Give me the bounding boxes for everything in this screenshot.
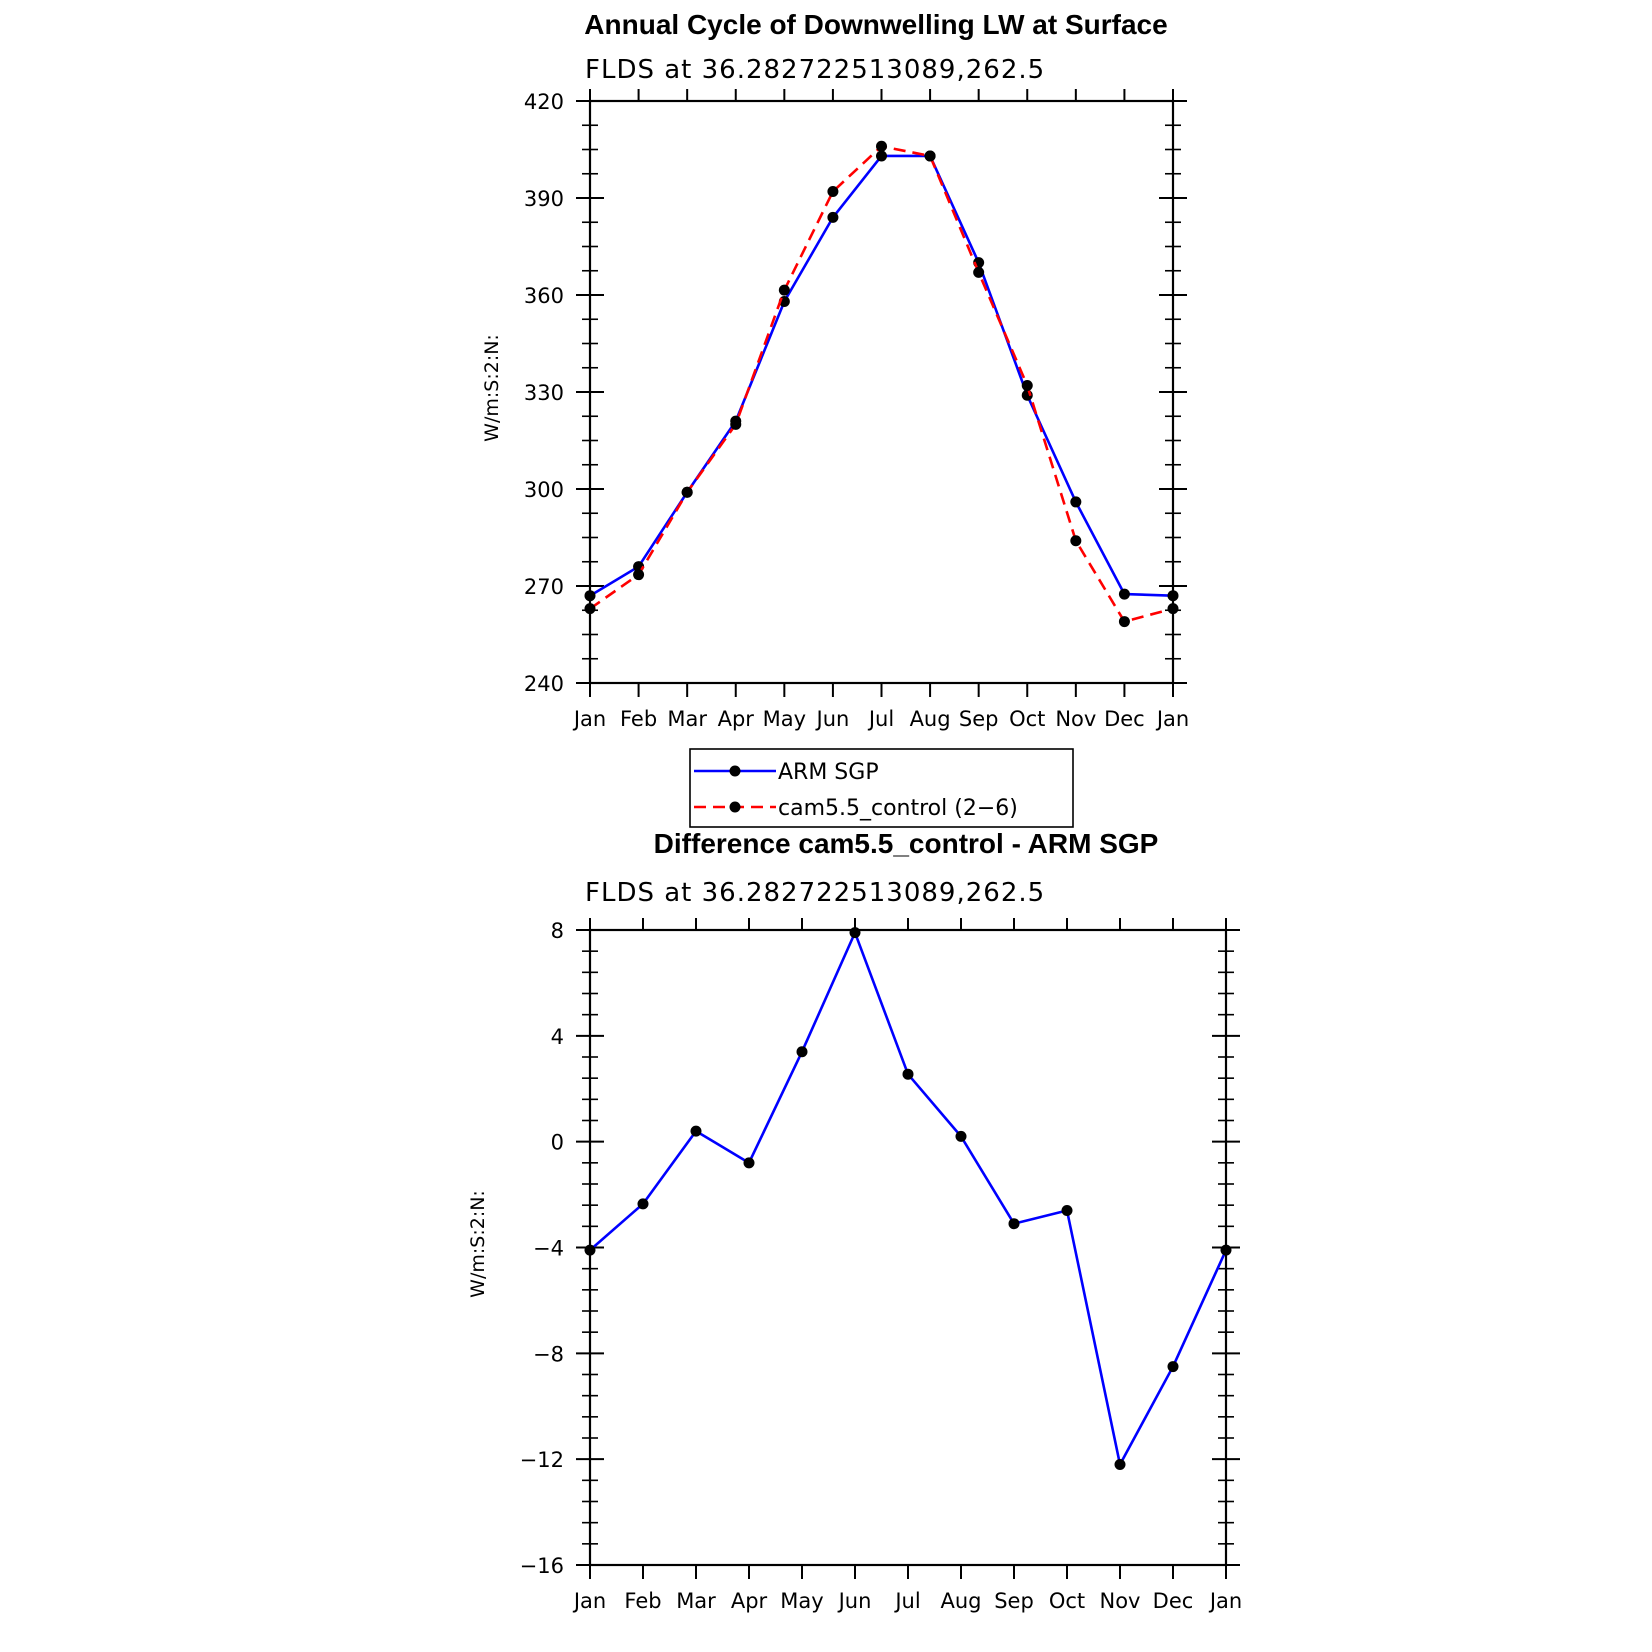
data-point [585,603,596,614]
y-axis-label: W/m:S:2:N: [467,1190,489,1298]
chart-title: Difference cam5.5_control - ARM SGP [653,828,1159,859]
x-tick-label: Jul [895,1589,921,1613]
data-point [956,1131,967,1142]
chart-subtitle: FLDS at 36.282722513089,262.5 [585,55,1046,85]
data-point [682,487,693,498]
chart-annual-cycle [481,9,1189,827]
data-point [730,419,741,430]
data-point [1062,1205,1073,1216]
x-tick-label: May [762,707,807,731]
y-tick-label: 300 [523,478,564,502]
data-point [744,1157,755,1168]
data-point [797,1046,808,1057]
x-tick-label: Mar [676,1589,716,1613]
y-tick-label: 0 [550,1130,564,1155]
data-point [585,1245,596,1256]
y-tick-label: 360 [523,284,564,308]
y-tick-label: 270 [523,575,564,599]
chart-difference [467,828,1242,1613]
data-point [1168,1361,1179,1372]
x-tick-label: Dec [1104,707,1145,731]
x-tick-label: Oct [1009,707,1046,731]
x-tick-label: Feb [619,707,658,731]
data-point [633,569,644,580]
x-tick-label: Nov [1055,707,1097,731]
data-point [691,1126,702,1137]
data-point [1022,380,1033,391]
y-tick-label: 4 [550,1024,564,1049]
series-layer [585,927,1232,1470]
x-tick-label: Aug [940,1589,982,1613]
y-axis-label: W/m:S:2:N: [481,334,503,442]
data-point [1119,589,1130,600]
y-tick-label: −8 [533,1342,564,1367]
x-tick-label: Jun [816,707,850,731]
axis-ticks [576,89,1187,697]
x-tick-label: Sep [958,707,999,731]
data-point [585,590,596,601]
y-tick-label: −4 [533,1236,564,1261]
y-tick-label: 240 [523,672,564,696]
plot-border [590,930,1226,1565]
x-tick-label: Dec [1152,1589,1194,1613]
y-tick-label: 390 [523,187,564,211]
y-tick-label: −12 [519,1448,564,1473]
data-point [850,927,861,938]
data-point [827,212,838,223]
x-tick-label: Apr [717,707,754,731]
y-tick-label: 330 [523,381,564,405]
x-tick-label: Jan [1209,1589,1243,1613]
data-point [1009,1218,1020,1229]
data-point [1168,603,1179,614]
legend-label: ARM SGP [778,760,879,785]
y-tick-label: −16 [519,1554,564,1578]
x-tick-label: Jul [868,707,895,731]
data-point [779,285,790,296]
data-point [1119,616,1130,627]
data-point [903,1069,914,1080]
x-tick-label: Oct [1048,1589,1086,1613]
x-tick-label: Jan [573,707,607,731]
x-tick-label: Apr [730,1589,768,1613]
x-tick-label: Jun [838,1589,872,1613]
x-tick-label: Aug [909,707,951,731]
chart-subtitle: FLDS at 36.282722513089,262.5 [585,878,1046,908]
legend-label: cam5.5_control (2−6) [778,796,1018,821]
data-point [638,1198,649,1209]
series-layer [585,141,1179,627]
x-tick-label: Jan [1156,707,1190,731]
data-point [1070,535,1081,546]
x-tick-label: Mar [667,707,707,731]
data-point [1168,590,1179,601]
data-point [1115,1459,1126,1470]
series-line-0 [590,156,1173,596]
chart-title: Annual Cycle of Downwelling LW at Surface [584,9,1168,40]
x-tick-label: Sep [994,1589,1034,1613]
axis-tick-labels [520,919,1243,1613]
x-tick-label: Nov [1099,1589,1141,1613]
y-tick-label: 8 [550,919,564,943]
series-line-1 [590,146,1173,621]
legend-marker [730,802,741,813]
y-tick-label: 420 [523,90,564,114]
data-point [1221,1245,1232,1256]
data-point [1070,496,1081,507]
data-point [876,141,887,152]
data-point [876,150,887,161]
x-tick-label: Jan [573,1589,607,1613]
data-point [925,150,936,161]
legend-marker [730,766,741,777]
data-point [827,186,838,197]
plot-frame [590,930,1226,1565]
data-point [973,267,984,278]
axis-ticks [576,918,1240,1579]
plot-frame [590,101,1173,683]
plot-border [590,101,1173,683]
x-tick-label: Feb [624,1589,662,1613]
series-line-0 [590,933,1226,1465]
legend [690,749,1073,827]
x-tick-label: May [780,1589,824,1613]
